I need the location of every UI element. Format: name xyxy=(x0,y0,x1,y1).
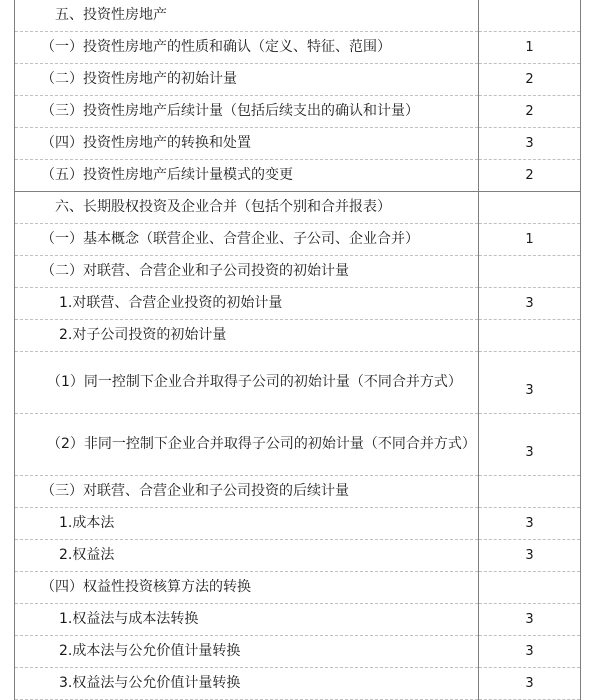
topic-cell xyxy=(15,224,479,256)
table-row xyxy=(15,192,581,224)
table-row xyxy=(15,160,581,192)
topic-text: 1.权益法与成本法转换 xyxy=(59,611,199,627)
topic-text: （一）投资性房地产的性质和确认（定义、特征、范围） xyxy=(41,39,391,55)
topic-cell xyxy=(15,96,479,128)
topic-text: （三）对联营、合营企业和子公司投资的后续计量 xyxy=(41,483,349,499)
topic-text: （二）对联营、合营企业和子公司投资的初始计量 xyxy=(41,263,349,279)
topic-cell xyxy=(15,414,479,476)
table-row xyxy=(15,572,581,604)
level-cell xyxy=(479,256,581,288)
topic-text: （二）投资性房地产的初始计量 xyxy=(41,71,237,87)
table-row xyxy=(15,604,581,636)
table-row xyxy=(15,540,581,572)
level-cell xyxy=(479,476,581,508)
table-row xyxy=(15,256,581,288)
topic-cell xyxy=(15,540,479,572)
level-cell: 1 xyxy=(479,32,581,64)
topic-text: （2）非同一控制下企业合并取得子公司的初始计量（不同合并方式） xyxy=(47,436,476,452)
level-cell: 3 xyxy=(479,508,581,540)
topic-text: 2.对子公司投资的初始计量 xyxy=(59,327,227,343)
table-row xyxy=(15,668,581,700)
topic-cell xyxy=(15,288,479,320)
table-row xyxy=(15,0,581,32)
level-cell: 3 xyxy=(479,540,581,572)
topic-cell xyxy=(15,64,479,96)
level-cell: 3 xyxy=(479,352,581,414)
table-row xyxy=(15,320,581,352)
table-row xyxy=(15,352,581,414)
topic-text: （四）权益性投资核算方法的转换 xyxy=(41,579,251,595)
level-cell: 2 xyxy=(479,160,581,192)
level-cell: 3 xyxy=(479,288,581,320)
topic-cell xyxy=(15,128,479,160)
table-row xyxy=(15,508,581,540)
syllabus-table xyxy=(14,0,581,700)
table-row xyxy=(15,32,581,64)
table-row xyxy=(15,64,581,96)
topic-text: 2.权益法 xyxy=(59,547,115,563)
section-heading: 六、长期股权投资及企业合并（包括个别和合并报表） xyxy=(55,199,391,215)
topic-cell xyxy=(15,320,479,352)
level-cell: 2 xyxy=(479,96,581,128)
table-row xyxy=(15,288,581,320)
topic-text: 3.权益法与公允价值计量转换 xyxy=(59,675,241,691)
topic-cell xyxy=(15,476,479,508)
topic-text: （三）投资性房地产后续计量（包括后续支出的确认和计量） xyxy=(41,103,419,119)
topic-text: （四）投资性房地产的转换和处置 xyxy=(41,135,251,151)
topic-text: （一）基本概念（联营企业、合营企业、子公司、企业合并） xyxy=(41,231,419,247)
topic-cell xyxy=(15,636,479,668)
topic-cell xyxy=(15,668,479,700)
level-cell xyxy=(479,192,581,224)
topic-cell xyxy=(15,32,479,64)
topic-text: 2.成本法与公允价值计量转换 xyxy=(59,643,241,659)
table-row xyxy=(15,128,581,160)
topic-cell xyxy=(15,572,479,604)
table-row xyxy=(15,476,581,508)
level-cell xyxy=(479,320,581,352)
topic-cell xyxy=(15,256,479,288)
level-cell: 3 xyxy=(479,636,581,668)
topic-cell xyxy=(15,160,479,192)
topic-text: （1）同一控制下企业合并取得子公司的初始计量（不同合并方式） xyxy=(47,374,462,390)
topic-text: 1.成本法 xyxy=(59,515,115,531)
section-heading: 五、投资性房地产 xyxy=(55,7,167,23)
topic-cell xyxy=(15,508,479,540)
level-cell: 2 xyxy=(479,64,581,96)
level-cell xyxy=(479,572,581,604)
level-cell: 3 xyxy=(479,414,581,476)
topic-cell xyxy=(15,0,479,32)
topic-cell xyxy=(15,352,479,414)
level-cell xyxy=(479,0,581,32)
topic-text: （五）投资性房地产后续计量模式的变更 xyxy=(41,167,293,183)
table-row xyxy=(15,636,581,668)
level-cell: 3 xyxy=(479,604,581,636)
topic-cell xyxy=(15,604,479,636)
topic-text: 1.对联营、合营企业投资的初始计量 xyxy=(59,295,283,311)
level-cell: 3 xyxy=(479,668,581,700)
level-cell: 1 xyxy=(479,224,581,256)
table-row xyxy=(15,96,581,128)
table-row xyxy=(15,414,581,476)
topic-cell xyxy=(15,192,479,224)
level-cell: 3 xyxy=(479,128,581,160)
table-row xyxy=(15,224,581,256)
